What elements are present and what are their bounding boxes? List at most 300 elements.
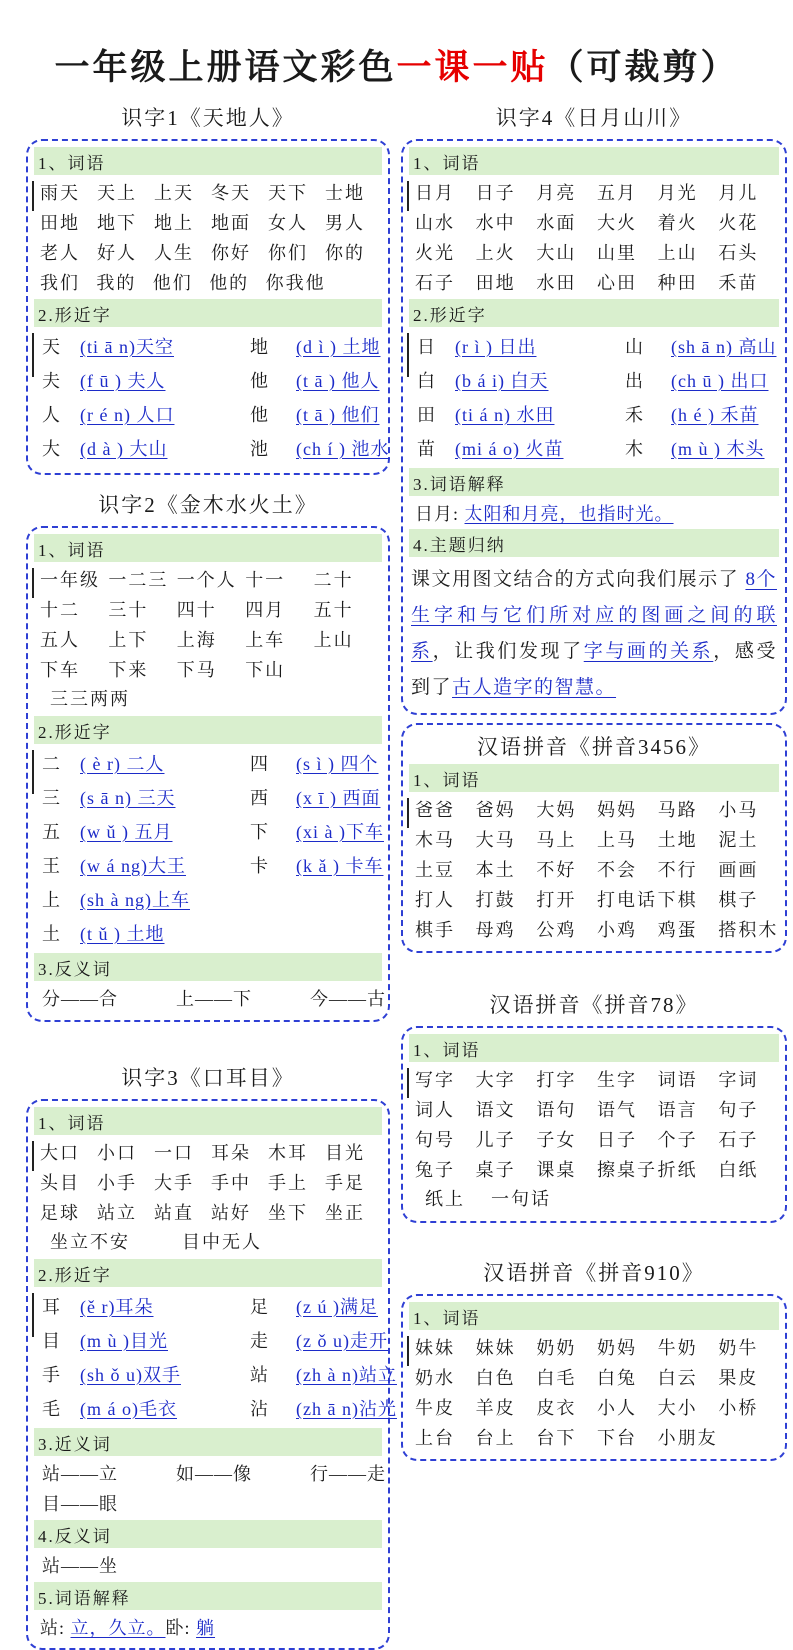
subsection-header: 1、词语 [409, 764, 779, 792]
word-item: 站立 [97, 1203, 137, 1223]
word-item: 不行 [657, 860, 698, 881]
base-char: 池 [250, 439, 268, 459]
word-item: 词人 [415, 1100, 455, 1121]
words-row [40, 239, 382, 265]
words-row [415, 1394, 779, 1420]
word-item: 心田 [597, 273, 637, 293]
words-row [415, 239, 779, 265]
word-item: 天下 [268, 183, 308, 203]
word-item: 小人 [597, 1398, 637, 1419]
word-item: 子女 [536, 1130, 577, 1151]
word-item: 站好 [211, 1203, 251, 1223]
word-item: 下棋 [657, 890, 698, 911]
section-box [401, 1026, 787, 1223]
pinyin-word: (d ì ) 土地 [296, 337, 381, 357]
word-item: 皮衣 [536, 1398, 577, 1419]
section-title: 识字2《金木水火土》 [98, 493, 318, 517]
words-row [34, 684, 382, 714]
word-item: 男人 [325, 213, 365, 233]
word-item: 语气 [597, 1100, 637, 1121]
base-char: 四 [250, 754, 268, 774]
word-item: 五十 [313, 600, 354, 620]
word-item: 写字 [415, 1070, 455, 1091]
word-item: 山里 [597, 243, 637, 263]
word-item: 他们 [152, 273, 193, 293]
word-item: 下山 [245, 660, 286, 680]
similar-chars-row [42, 1293, 382, 1319]
pinyin-word: (ch ū ) 出口 [671, 371, 769, 391]
theme-paragraph [409, 559, 779, 706]
base-char: 他 [250, 405, 268, 425]
subsection-header: 4.反义词 [34, 1520, 382, 1548]
explain-definition: 立，久立。 [70, 1618, 166, 1638]
similar-chars-row [42, 1361, 397, 1387]
word-pair: 行——走 [310, 1464, 386, 1484]
word-item: 上下 [108, 630, 149, 650]
word-item: 句号 [415, 1130, 455, 1151]
word-item: 火花 [718, 213, 759, 233]
word-pairs-row [34, 983, 386, 1013]
word-item: 十二 [40, 600, 80, 620]
pinyin-word: (ti ā n)天空 [80, 337, 174, 357]
subsection-header: 4.主题归纳 [409, 529, 779, 557]
word-item: 五月 [597, 183, 637, 203]
word-item: 大小 [657, 1398, 698, 1419]
base-char: 卡 [250, 856, 268, 876]
pinyin-word: (ch í ) 池水 [296, 439, 390, 459]
word-item: 你们 [268, 243, 308, 263]
word-pair: 今——古 [310, 989, 386, 1009]
similar-chars-block [34, 746, 382, 951]
subsection-header: 1、词语 [409, 147, 779, 175]
word-pairs-row [34, 1458, 386, 1488]
subsection-header: 2.形近字 [34, 1259, 382, 1287]
subsection-header: 1、词语 [34, 147, 382, 175]
word-item: 手中 [211, 1173, 251, 1193]
word-item: 擦桌子 [597, 1160, 657, 1181]
word-item: 句子 [718, 1100, 759, 1121]
word-item: 打开 [536, 890, 577, 911]
pinyin-word: (z ǒ u)走开 [296, 1331, 388, 1351]
base-char: 西 [250, 788, 268, 808]
words-row [409, 1184, 779, 1214]
word-item: 搭积木 [718, 920, 779, 941]
pinyin-word: (sh ǒ u)双手 [80, 1365, 181, 1385]
para-text: ，让我们发现了 [432, 641, 584, 663]
word-item: 冬天 [211, 183, 251, 203]
base-char: 二 [42, 754, 60, 774]
words-block [409, 1332, 779, 1452]
pinyin-word: (w á ng)大王 [80, 856, 186, 876]
base-char: 手 [42, 1365, 60, 1385]
words-block [409, 1064, 779, 1184]
word-item: 手上 [268, 1173, 308, 1193]
word-item: 字词 [718, 1070, 759, 1091]
subsection-header: 2.形近字 [409, 299, 779, 327]
section [26, 102, 390, 475]
word-item: 打电话 [597, 890, 657, 911]
pinyin-word: (t ā ) 他人 [296, 371, 380, 391]
word-item: 语文 [475, 1100, 516, 1121]
word-item: 土地 [657, 830, 698, 851]
base-char: 沾 [250, 1399, 268, 1419]
word-item: 小马 [718, 800, 759, 821]
base-char: 禾 [625, 405, 643, 425]
word-item: 下台 [597, 1428, 637, 1449]
word-item: 木耳 [268, 1143, 308, 1163]
word-item: 种田 [657, 273, 698, 293]
base-char: 王 [42, 856, 60, 876]
pinyin-word: (sh ā n) 高山 [671, 337, 777, 357]
similar-chars-row [42, 852, 382, 878]
base-char: 山 [625, 337, 643, 357]
word-item: 木马 [415, 830, 455, 851]
base-char: 白 [417, 371, 435, 391]
content-columns [0, 90, 793, 1650]
words-block [34, 564, 382, 684]
subsection-header: 1、词语 [409, 1302, 779, 1330]
word-item: 上火 [475, 243, 516, 263]
section-title: 识字3《口耳目》 [121, 1066, 295, 1090]
word-pair: 目——眼 [42, 1494, 118, 1514]
word-item: 画画 [718, 860, 759, 881]
word-item: 上天 [154, 183, 194, 203]
word-item: 折纸 [657, 1160, 698, 1181]
base-char: 土 [42, 924, 60, 944]
word-item: 公鸡 [536, 920, 577, 941]
base-char: 出 [625, 371, 643, 391]
section-title: 汉语拼音《拼音910》 [483, 1261, 705, 1286]
similar-chars-block [409, 329, 779, 466]
explanation-line [409, 498, 779, 527]
words-row [415, 796, 779, 822]
word-item: 老人 [40, 243, 80, 263]
word-item: 士地 [325, 183, 365, 203]
word-item: 大字 [475, 1070, 516, 1091]
section-box [401, 723, 787, 953]
word-item: 小口 [97, 1143, 137, 1163]
section [401, 102, 787, 715]
word-item: 牛奶 [657, 1338, 698, 1359]
word-item: 你我他 [265, 273, 326, 293]
word-item: 坐立不安 [50, 1232, 130, 1252]
pinyin-word: (m ù ) 木头 [671, 439, 765, 459]
word-item: 日月 [415, 183, 455, 203]
pinyin-word: (z ú )满足 [296, 1297, 378, 1317]
word-item: 大妈 [536, 800, 577, 821]
similar-chars-row [417, 401, 779, 427]
words-block [34, 1137, 382, 1227]
pinyin-word: (d à ) 大山 [80, 439, 168, 459]
word-item: 十一 [245, 570, 286, 590]
word-item: 手足 [325, 1173, 365, 1193]
word-item: 天上 [97, 183, 137, 203]
words-row [415, 1364, 779, 1390]
word-item: 大火 [597, 213, 637, 233]
word-item: 语句 [536, 1100, 577, 1121]
word-item: 头目 [40, 1173, 80, 1193]
word-pair: 站——坐 [42, 1556, 118, 1576]
base-char: 天 [42, 337, 60, 357]
word-item: 耳朵 [211, 1143, 251, 1163]
word-pair: 分——合 [42, 989, 118, 1009]
word-item: 目光 [325, 1143, 365, 1163]
words-row [415, 1066, 779, 1092]
pinyin-word: (zh ā n)沾光 [296, 1399, 397, 1419]
similar-chars-row [42, 886, 382, 912]
section-box [26, 1099, 397, 1650]
explanation-line [34, 1612, 382, 1641]
word-item: 足球 [40, 1203, 80, 1223]
word-item: 兔子 [415, 1160, 455, 1181]
section-title: 汉语拼音《拼音3456》 [477, 735, 711, 760]
right-column [401, 102, 787, 1650]
word-item: 四月 [245, 600, 286, 620]
word-item: 我们 [40, 273, 80, 293]
word-item: 坐下 [268, 1203, 308, 1223]
word-item: 小朋友 [657, 1428, 718, 1449]
word-item: 土豆 [415, 860, 455, 881]
word-item: 白色 [475, 1368, 516, 1389]
word-item: 禾苗 [718, 273, 759, 293]
word-item: 月亮 [536, 183, 577, 203]
words-row [415, 1156, 779, 1182]
word-item: 下来 [108, 660, 149, 680]
similar-chars-row [42, 818, 382, 844]
base-char: 耳 [42, 1297, 60, 1317]
pinyin-word: (s ā n) 三天 [80, 788, 176, 808]
pinyin-word: (xi à )下车 [296, 822, 384, 842]
page-title-black: 一年级上册语文彩色 [54, 48, 397, 87]
words-row [415, 209, 779, 235]
word-item: 爸妈 [475, 800, 516, 821]
word-pair: 站——立 [42, 1464, 118, 1484]
word-item: 大手 [154, 1173, 194, 1193]
para-highlight: 8个生字和与它们所对应的图画之间的联系 [411, 569, 777, 663]
word-item: 你好 [211, 243, 251, 263]
word-item: 四十 [176, 600, 217, 620]
word-item: 打字 [536, 1070, 577, 1091]
word-item: 奶奶 [536, 1338, 577, 1359]
words-row [415, 1424, 779, 1450]
word-item: 词语 [657, 1070, 698, 1091]
word-item: 小鸡 [597, 920, 637, 941]
word-pair: 上——下 [176, 989, 252, 1009]
word-item: 马路 [657, 800, 698, 821]
word-item: 三三两两 [50, 689, 130, 709]
subsection-header: 3.近义词 [34, 1428, 382, 1456]
word-item: 上车 [245, 630, 286, 650]
similar-chars-row [42, 333, 382, 359]
para-text: ，感受到了 [411, 641, 777, 699]
word-item: 水田 [536, 273, 577, 293]
pinyin-word: (t ǔ ) 土地 [80, 924, 165, 944]
similar-chars-row [42, 920, 382, 946]
words-row [34, 1227, 382, 1257]
word-item: 上海 [176, 630, 217, 650]
pinyin-word: (k ǎ ) 卡车 [296, 856, 384, 876]
word-item: 他的 [209, 273, 250, 293]
word-item: 火光 [415, 243, 455, 263]
words-row [40, 179, 382, 205]
subsection-header: 2.形近字 [34, 299, 382, 327]
pinyin-word: (zh à n)站立 [296, 1365, 397, 1385]
words-row [40, 626, 382, 652]
pinyin-word: (f ū ) 夫人 [80, 371, 166, 391]
word-item: 个子 [657, 1130, 698, 1151]
words-row [40, 596, 382, 622]
pinyin-word: (ě r)耳朵 [80, 1297, 154, 1317]
similar-chars-row [42, 750, 382, 776]
word-item: 地面 [211, 213, 251, 233]
pinyin-word: (m á o)毛衣 [80, 1399, 177, 1419]
base-char: 毛 [42, 1399, 60, 1419]
word-pairs-row [34, 1488, 382, 1518]
word-item: 牛皮 [415, 1398, 455, 1419]
words-row [415, 179, 779, 205]
words-row [415, 1334, 779, 1360]
word-item: 石头 [718, 243, 759, 263]
word-item: 鸡蛋 [657, 920, 698, 941]
pinyin-word: (r é n) 人口 [80, 405, 175, 425]
word-item: 五人 [40, 630, 80, 650]
base-char: 地 [250, 337, 268, 357]
word-item: 奶牛 [718, 1338, 759, 1359]
word-item: 田地 [40, 213, 80, 233]
explain-term: 卧: [165, 1618, 197, 1638]
word-item: 羊皮 [475, 1398, 516, 1419]
section-box [401, 1294, 787, 1461]
word-item: 奶妈 [597, 1338, 637, 1359]
explain-term: 日月: [415, 504, 465, 524]
word-item: 课桌 [536, 1160, 577, 1181]
word-item: 妹妹 [415, 1338, 455, 1359]
words-row [415, 269, 779, 295]
base-char: 五 [42, 822, 60, 842]
pinyin-word: (sh à ng)上车 [80, 890, 190, 910]
word-item: 日子 [597, 1130, 637, 1151]
word-item: 白毛 [536, 1368, 577, 1389]
page-title-highlight: 一课一贴 [396, 48, 549, 87]
page-title [0, 0, 793, 90]
word-item: 语言 [657, 1100, 698, 1121]
section-box [401, 139, 787, 715]
word-item: 不会 [597, 860, 637, 881]
word-item: 二十 [313, 570, 354, 590]
word-item: 棋子 [718, 890, 759, 911]
pinyin-word: (mi á o) 火苗 [455, 439, 564, 459]
section-title: 汉语拼音《拼音78》 [489, 993, 699, 1018]
pinyin-word: (s ì ) 四个 [296, 754, 379, 774]
similar-chars-row [42, 1395, 397, 1421]
word-item: 台下 [536, 1428, 577, 1449]
word-item: 目中无人 [182, 1232, 262, 1252]
word-item: 大山 [536, 243, 577, 263]
word-item: 妹妹 [475, 1338, 516, 1359]
pinyin-word: (r ì ) 日出 [455, 337, 537, 357]
word-item: 小桥 [718, 1398, 759, 1419]
word-item: 一二三 [108, 570, 169, 590]
words-row [40, 209, 382, 235]
para-highlight: 字与画的关系 [583, 641, 714, 663]
section-title: 识字4《日月山川》 [495, 106, 693, 130]
word-item: 三十 [108, 600, 149, 620]
word-item: 母鸡 [475, 920, 516, 941]
similar-chars-row [42, 435, 390, 461]
word-item: 上台 [415, 1428, 455, 1449]
para-highlight: 古人造字的智慧。 [452, 677, 617, 699]
subsection-header: 1、词语 [34, 534, 382, 562]
word-item: 女人 [268, 213, 308, 233]
base-char: 人 [42, 405, 60, 425]
word-item: 下马 [176, 660, 217, 680]
words-row [40, 566, 382, 592]
base-char: 夫 [42, 371, 60, 391]
word-item: 棋手 [415, 920, 455, 941]
word-item: 着火 [657, 213, 698, 233]
similar-chars-block [34, 1289, 397, 1426]
similar-chars-row [42, 401, 382, 427]
subsection-header: 3.反义词 [34, 953, 382, 981]
word-item: 田地 [475, 273, 516, 293]
word-item: 人生 [154, 243, 194, 263]
words-block [409, 794, 779, 944]
similar-chars-row [417, 367, 779, 393]
words-block [34, 177, 382, 297]
pinyin-word: (b á i) 白天 [455, 371, 549, 391]
word-item: 水中 [475, 213, 516, 233]
similar-chars-block [34, 329, 390, 466]
similar-chars-row [417, 333, 779, 359]
word-item: 大马 [475, 830, 516, 851]
pinyin-word: (ti á n) 水田 [455, 405, 555, 425]
base-char: 上 [42, 890, 60, 910]
pinyin-word: (t ā ) 他们 [296, 405, 380, 425]
word-item: 上马 [597, 830, 637, 851]
base-char: 他 [250, 371, 268, 391]
base-char: 田 [417, 405, 435, 425]
word-item: 山水 [415, 213, 455, 233]
base-char: 苗 [417, 439, 435, 459]
base-char: 走 [250, 1331, 268, 1351]
word-item: 月儿 [718, 183, 759, 203]
pinyin-word: ( è r) 二人 [80, 754, 165, 774]
word-item: 不好 [536, 860, 577, 881]
word-item: 一句话 [491, 1189, 551, 1210]
words-block [409, 177, 779, 297]
similar-chars-row [42, 784, 382, 810]
base-char: 大 [42, 439, 60, 459]
base-char: 三 [42, 788, 60, 808]
section-box [26, 526, 390, 1022]
word-item: 儿子 [475, 1130, 516, 1151]
base-char: 下 [250, 822, 268, 842]
word-item: 上山 [657, 243, 698, 263]
words-row [40, 1199, 382, 1225]
base-char: 站 [250, 1365, 268, 1385]
word-item: 下车 [40, 660, 80, 680]
word-item: 雨天 [40, 183, 80, 203]
pinyin-word: (w ǔ ) 五月 [80, 822, 173, 842]
words-row [415, 1126, 779, 1152]
word-item: 水面 [536, 213, 577, 233]
word-item: 好人 [97, 243, 137, 263]
words-row [40, 1169, 382, 1195]
section [401, 723, 787, 953]
word-item: 爸爸 [415, 800, 455, 821]
similar-chars-row [42, 1327, 388, 1353]
para-text: 课文用图文结合的方式向我们展示了 [411, 569, 746, 590]
